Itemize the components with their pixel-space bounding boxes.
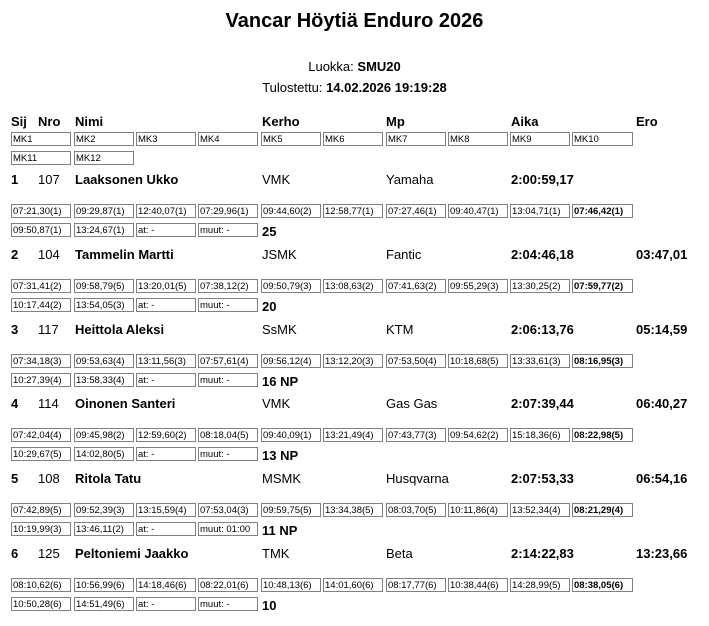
- rider-points: 10: [262, 598, 277, 613]
- rider-time: 2:04:46,18: [511, 247, 574, 262]
- mk-header-cell: MK1: [11, 132, 71, 146]
- class-label: Luokka:: [308, 59, 354, 74]
- split-time-cell: 10:50,28(6): [11, 597, 71, 611]
- split-time-cell: 07:42,89(5): [11, 503, 71, 517]
- split-time-cell: 10:18,68(5): [448, 354, 508, 368]
- rider-name: Tammelin Martti: [75, 247, 174, 262]
- split-time-cell: at: -: [136, 373, 196, 387]
- split-time-cell: 13:30,25(2): [510, 279, 570, 293]
- split-time-cell: 13:58,33(4): [74, 373, 134, 387]
- split-time-cell: 08:22,01(6): [198, 578, 258, 592]
- split-time-cell: 13:34,38(5): [323, 503, 383, 517]
- header-nimi: Nimi: [75, 114, 104, 129]
- rider-sij: 4: [11, 396, 19, 411]
- split-time-cell: at: -: [136, 223, 196, 237]
- rider-bike: Gas Gas: [386, 396, 438, 411]
- rider-club: MSMK: [262, 471, 301, 486]
- split-time-cell: 08:21,29(4): [572, 503, 633, 517]
- split-time-cell: 07:46,42(1): [572, 204, 633, 218]
- split-time-cell: 07:57,61(4): [198, 354, 258, 368]
- mk-header-cell: MK9: [510, 132, 570, 146]
- split-time-cell: 14:28,99(5): [510, 578, 570, 592]
- split-time-cell: 12:40,07(1): [136, 204, 196, 218]
- split-time-cell: 10:48,13(6): [261, 578, 321, 592]
- split-time-cell: 09:54,62(2): [448, 428, 508, 442]
- rider-time: 2:00:59,17: [511, 172, 574, 187]
- mk-header-cell: MK4: [198, 132, 258, 146]
- rider-club: VMK: [262, 396, 291, 411]
- split-time-cell: 07:42,04(4): [11, 428, 71, 442]
- rider-bike: KTM: [386, 322, 414, 337]
- split-time-cell: muut: 01:00: [198, 522, 258, 536]
- split-time-cell: 13:46,11(2): [74, 522, 134, 536]
- rider-diff: 13:23,66: [636, 546, 688, 561]
- rider-time: 2:06:13,76: [511, 322, 574, 337]
- rider-name: Laaksonen Ukko: [75, 172, 179, 187]
- rider-name: Heittola Aleksi: [75, 322, 165, 337]
- rider-diff: 03:47,01: [636, 247, 688, 262]
- split-time-cell: 07:41,63(2): [386, 279, 446, 293]
- split-time-cell: 10:56,99(6): [74, 578, 134, 592]
- split-time-cell: 13:04,71(1): [510, 204, 570, 218]
- rider-nro: 117: [38, 322, 59, 337]
- split-time-cell: 13:11,56(3): [136, 354, 196, 368]
- split-time-cell: 14:18,46(6): [136, 578, 196, 592]
- split-time-cell: 09:53,63(4): [74, 354, 134, 368]
- split-time-cell: at: -: [136, 522, 196, 536]
- split-time-cell: muut: -: [198, 223, 258, 237]
- split-time-cell: 09:50,79(3): [261, 279, 321, 293]
- split-time-cell: 09:40,47(1): [448, 204, 508, 218]
- rider-points: 16 NP: [262, 374, 299, 389]
- rider-points: 20: [262, 299, 277, 314]
- split-time-cell: 13:20,01(5): [136, 279, 196, 293]
- split-time-cell: 13:21,49(4): [323, 428, 383, 442]
- rider-club: TMK: [262, 546, 290, 561]
- header-ero: Ero: [636, 114, 658, 129]
- split-time-cell: 07:21,30(1): [11, 204, 71, 218]
- header-sij: Sij: [11, 114, 27, 129]
- rider-diff: 05:14,59: [636, 322, 688, 337]
- split-time-cell: 09:58,79(5): [74, 279, 134, 293]
- mk-header-cell: MK2: [74, 132, 134, 146]
- mk-header-cell: MK8: [448, 132, 508, 146]
- split-time-cell: 10:29,67(5): [11, 447, 71, 461]
- rider-name: Peltoniemi Jaakko: [75, 546, 189, 561]
- split-time-cell: 13:15,59(4): [136, 503, 196, 517]
- split-time-cell: 07:59,77(2): [572, 279, 633, 293]
- rider-sij: 3: [11, 322, 19, 337]
- rider-sij: 2: [11, 247, 19, 262]
- rider-sij: 1: [11, 172, 19, 187]
- mk-header-cell: MK10: [572, 132, 633, 146]
- header-aika: Aika: [511, 114, 539, 129]
- split-time-cell: 14:01,60(6): [323, 578, 383, 592]
- header-kerho: Kerho: [262, 114, 300, 129]
- split-time-cell: 13:12,20(3): [323, 354, 383, 368]
- split-time-cell: 10:19,99(3): [11, 522, 71, 536]
- split-time-cell: 07:29,96(1): [198, 204, 258, 218]
- split-time-cell: 12:58,77(1): [323, 204, 383, 218]
- split-time-cell: 09:52,39(3): [74, 503, 134, 517]
- header-nro: Nro: [38, 114, 61, 129]
- mk-header-cell: MK6: [323, 132, 383, 146]
- rider-time: 2:07:53,33: [511, 471, 574, 486]
- split-time-cell: 07:31,41(2): [11, 279, 71, 293]
- split-time-cell: 10:38,44(6): [448, 578, 508, 592]
- rider-diff: 06:40,27: [636, 396, 688, 411]
- class-value: SMU20: [357, 59, 401, 74]
- split-time-cell: 09:50,87(1): [11, 223, 71, 237]
- split-time-cell: at: -: [136, 447, 196, 461]
- mk-header-cell: MK3: [136, 132, 196, 146]
- rider-nro: 104: [38, 247, 60, 262]
- split-time-cell: 14:51,49(6): [74, 597, 134, 611]
- printed-value: 14.02.2026 19:19:28: [326, 80, 447, 95]
- rider-sij: 6: [11, 546, 19, 561]
- split-time-cell: 08:22,98(5): [572, 428, 633, 442]
- split-time-cell: 14:02,80(5): [74, 447, 134, 461]
- split-time-cell: 09:44,60(2): [261, 204, 321, 218]
- mk-header-cell: MK7: [386, 132, 446, 146]
- split-time-cell: 10:17,44(2): [11, 298, 71, 312]
- split-time-cell: 09:59,75(5): [261, 503, 321, 517]
- split-time-cell: 08:18,04(5): [198, 428, 258, 442]
- split-time-cell: muut: -: [198, 373, 258, 387]
- split-time-cell: muut: -: [198, 447, 258, 461]
- rider-points: 11 NP: [262, 523, 298, 538]
- split-time-cell: 08:16,95(3): [572, 354, 633, 368]
- split-time-cell: 07:53,04(3): [198, 503, 258, 517]
- rider-points: 25: [262, 224, 277, 239]
- rider-name: Ritola Tatu: [75, 471, 142, 486]
- split-time-cell: 07:34,18(3): [11, 354, 71, 368]
- split-time-cell: 07:43,77(3): [386, 428, 446, 442]
- split-time-cell: 09:29,87(1): [74, 204, 134, 218]
- split-time-cell: 12:59,60(2): [136, 428, 196, 442]
- split-time-cell: 08:03,70(5): [386, 503, 446, 517]
- rider-bike: Husqvarna: [386, 471, 449, 486]
- mk-header-cell: MK5: [261, 132, 321, 146]
- rider-club: VMK: [262, 172, 291, 187]
- split-time-cell: 09:55,29(3): [448, 279, 508, 293]
- rider-club: SsMK: [262, 322, 297, 337]
- rider-bike: Yamaha: [386, 172, 434, 187]
- split-time-cell: muut: -: [198, 597, 258, 611]
- split-time-cell: 13:52,34(4): [510, 503, 570, 517]
- split-time-cell: 09:40,09(1): [261, 428, 321, 442]
- split-time-cell: at: -: [136, 597, 196, 611]
- split-time-cell: 13:24,67(1): [74, 223, 134, 237]
- header-mp: Mp: [386, 114, 405, 129]
- rider-diff: 06:54,16: [636, 471, 688, 486]
- rider-sij: 5: [11, 471, 19, 486]
- split-time-cell: 13:33,61(3): [510, 354, 570, 368]
- rider-bike: Beta: [386, 546, 413, 561]
- rider-club: JSMK: [262, 247, 297, 262]
- printed-line: [0, 80, 709, 95]
- rider-name: Oinonen Santeri: [75, 396, 176, 411]
- split-time-cell: at: -: [136, 298, 196, 312]
- mk-header-cell: MK11: [11, 151, 71, 165]
- split-time-cell: 09:56,12(4): [261, 354, 321, 368]
- rider-nro: 107: [38, 172, 60, 187]
- mk-header-cell: MK12: [74, 151, 134, 165]
- split-time-cell: 07:53,50(4): [386, 354, 446, 368]
- split-time-cell: 08:38,05(6): [572, 578, 633, 592]
- split-time-cell: 10:11,86(4): [448, 503, 508, 517]
- class-line: [0, 59, 709, 74]
- split-time-cell: 09:45,98(2): [74, 428, 134, 442]
- split-time-cell: 15:18,36(6): [510, 428, 570, 442]
- split-time-cell: 07:38,12(2): [198, 279, 258, 293]
- rider-points: 13 NP: [262, 448, 299, 463]
- page-title: Vancar Höytiä Enduro 2026: [225, 10, 484, 32]
- rider-nro: 125: [38, 546, 60, 561]
- rider-bike: Fantic: [386, 247, 422, 262]
- split-time-cell: 08:10,62(6): [11, 578, 71, 592]
- rider-nro: 108: [38, 471, 60, 486]
- split-time-cell: 07:27,46(1): [386, 204, 446, 218]
- split-time-cell: 13:08,63(2): [323, 279, 383, 293]
- split-time-cell: muut: -: [198, 298, 258, 312]
- printed-label: Tulostettu:: [262, 80, 323, 95]
- rider-time: 2:07:39,44: [511, 396, 574, 411]
- rider-nro: 114: [38, 396, 59, 411]
- rider-time: 2:14:22,83: [511, 546, 574, 561]
- split-time-cell: 10:27,39(4): [11, 373, 71, 387]
- split-time-cell: 13:54,05(3): [74, 298, 134, 312]
- split-time-cell: 08:17,77(6): [386, 578, 446, 592]
